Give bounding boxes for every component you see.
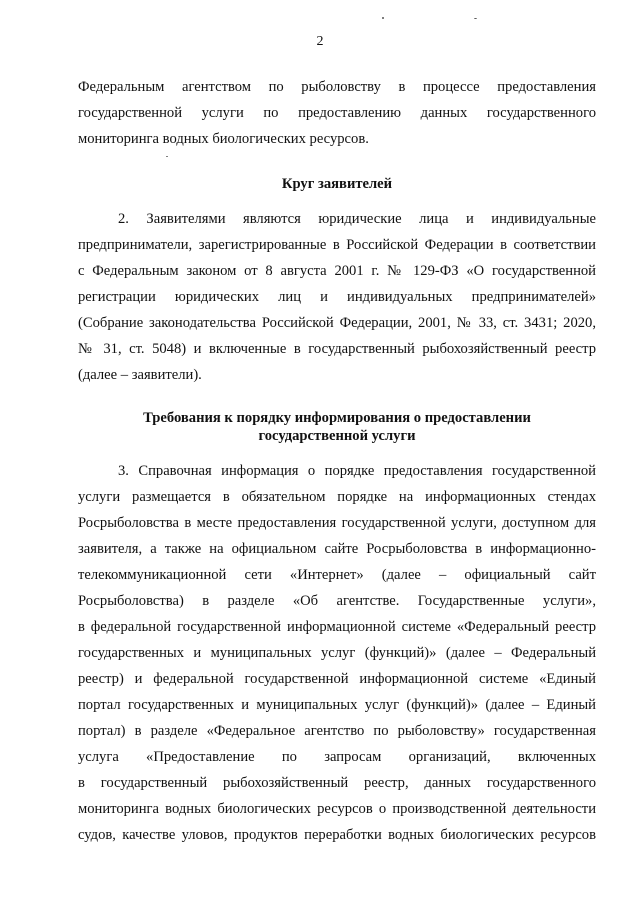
paragraph-3-line: услуги размещается в обязательном порядке на информационных стендах <box>78 489 596 505</box>
page-number: 2 <box>316 34 324 49</box>
paragraph-3-line: государственных и муниципальных услуг (функций)» (далее – Федеральный <box>78 645 596 661</box>
paragraph-intro-line: государственной услуги по предоставлению данных государственного <box>78 105 596 121</box>
paragraph-2-line: 2. Заявителями являются юридические лица и индивидуальные <box>118 211 596 227</box>
section-heading-requirements: Требования к порядку информирования о предоставлении <box>143 410 531 426</box>
scan-speck <box>166 156 168 157</box>
paragraph-3-line: судов, качестве уловов, продуктов переработки водных биологических ресурсов <box>78 827 596 843</box>
paragraph-3-line: Росрыболовства в месте предоставления государственной услуги, доступном для <box>78 515 596 531</box>
paragraph-2-line: № 31, ст. 5048) и включенные в государственный рыбохозяйственный реестр <box>78 341 596 357</box>
paragraph-3-line: портал государственных и муниципальных услуг (функций)» (далее – Единый <box>78 697 596 713</box>
section-heading-requirements: государственной услуги <box>258 428 416 444</box>
paragraph-intro-line: Федеральным агентством по рыболовству в процессе предоставления <box>78 79 596 95</box>
paragraph-3-line: в государственный рыбохозяйственный реестр, данных государственного <box>78 775 596 791</box>
paragraph-3-line: 3. Справочная информация о порядке предоставления государственной <box>118 463 596 479</box>
paragraph-3-line: телекоммуникационной сети «Интернет» (далее – официальный сайт <box>78 567 596 583</box>
paragraph-3-line: в федеральной государственной информационной системе «Федеральный реестр <box>78 619 596 635</box>
paragraph-2-line: (Собрание законодательства Российской Федерации, 2001, № 33, ст. 3431; 2020, <box>78 315 596 331</box>
paragraph-3-line: услуга «Предоставление по запросам организаций, включенных <box>78 749 596 765</box>
paragraph-3-line: заявителя, а также на официальном сайте Росрыболовства в информационно- <box>78 541 596 557</box>
paragraph-2-line: (далее – заявители). <box>78 367 202 383</box>
paragraph-2-line: регистрации юридических лиц и индивидуальных предпринимателей» <box>78 289 596 305</box>
paragraph-2-line: предприниматели, зарегистрированные в Российской Федерации в соответствии <box>78 237 596 253</box>
paragraph-intro-line: мониторинга водных биологических ресурсов. <box>78 131 369 147</box>
scan-speck <box>382 17 384 19</box>
paragraph-3-line: портал) в разделе «Федеральное агентство по рыболовству» государственная <box>78 723 596 739</box>
section-heading-applicants: Круг заявителей <box>281 176 393 192</box>
paragraph-3-line: мониторинга водных биологических ресурсов о производственной деятельности <box>78 801 596 817</box>
paragraph-2-line: с Федеральным законом от 8 августа 2001 г. № 129-ФЗ «О государственной <box>78 263 596 279</box>
paragraph-3-line: реестр) и федеральной государственной информационной системе «Единый <box>78 671 596 687</box>
paragraph-3-line: Росрыболовства) в разделе «Об агентстве. Государственные услуги», <box>78 593 596 609</box>
scan-speck <box>474 18 477 19</box>
